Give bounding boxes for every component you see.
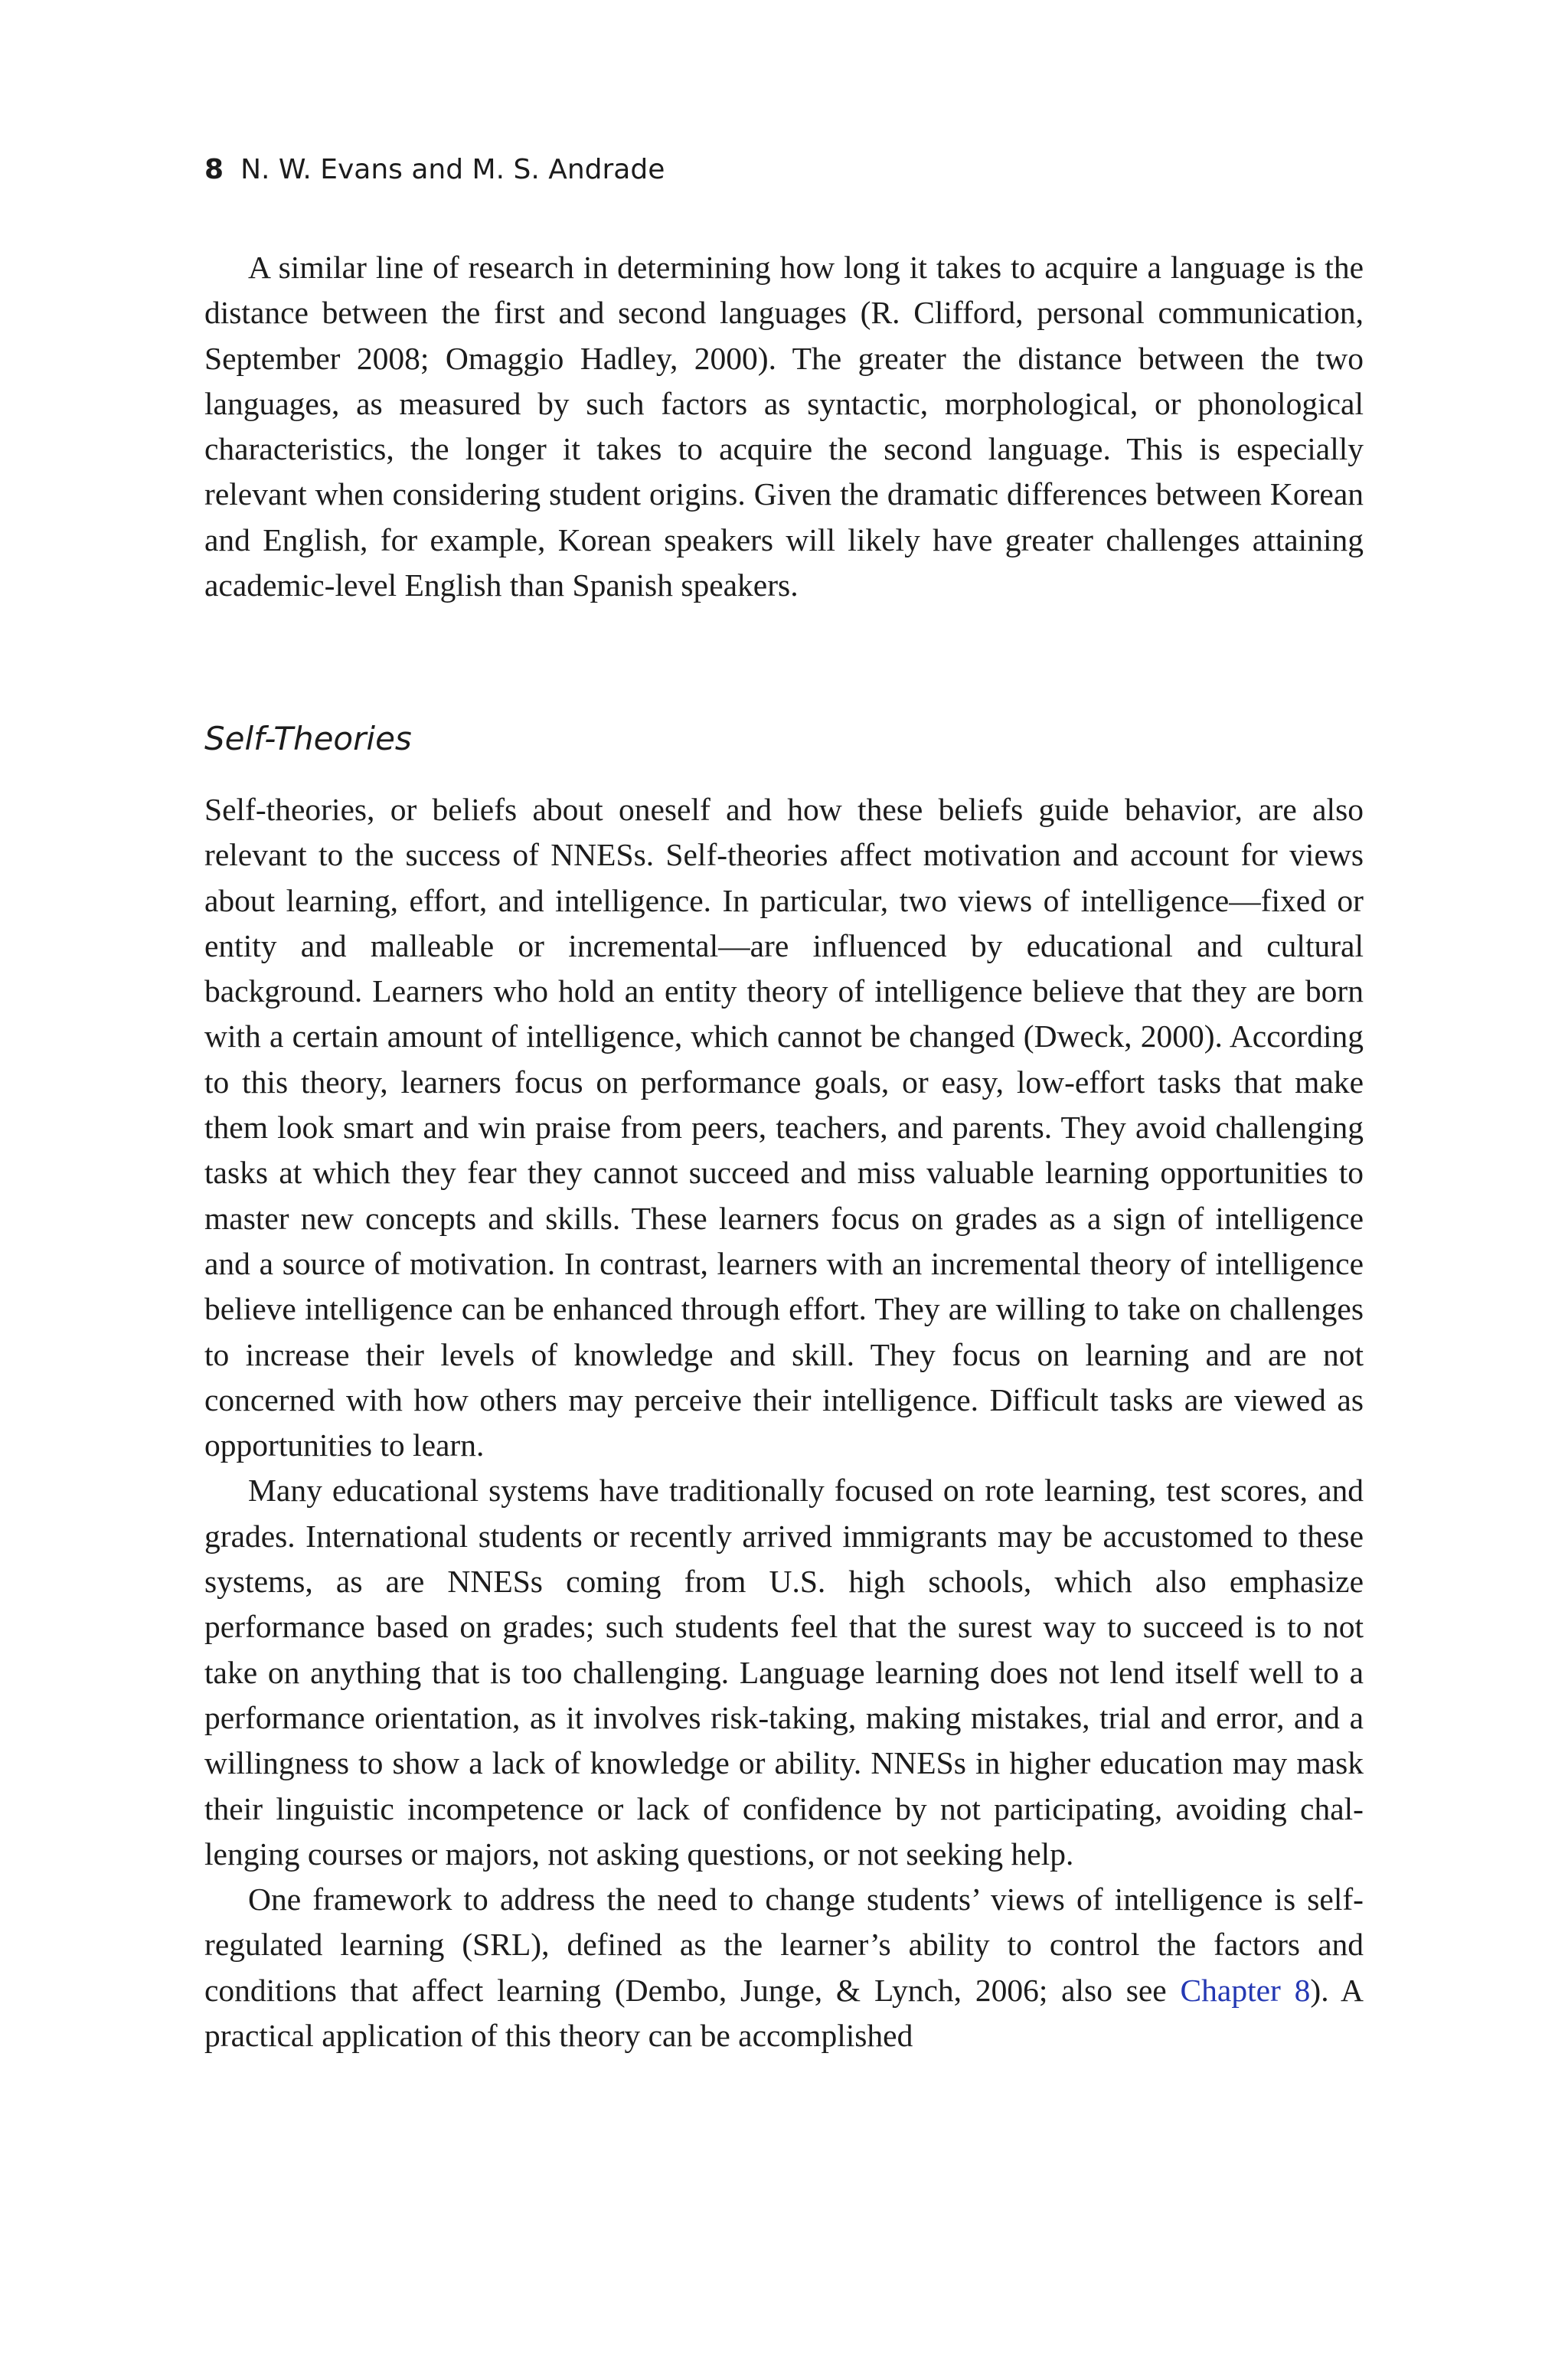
self-theories-paragraph-3: [204, 1877, 1364, 2058]
running-head-authors: N. W. Evans and M. S. Andrade: [240, 154, 665, 185]
section-heading-self-theories: Self-Theories: [204, 720, 412, 757]
self-theories-text-block: [204, 787, 1364, 2058]
paragraph-3-text-start: One framework to address the need to change students’ views of intelligence is self-regulated learning (SRL), defined as the learner’s ability to control the factors and conditions that affect learning (Dembo, Junge, & Lynch, 2006; also see: [204, 1882, 1364, 2008]
running-head: [204, 152, 665, 188]
chapter-8-link[interactable]: Chapter 8: [1180, 1972, 1311, 2008]
intro-paragraph: A similar line of research in determining how long it takes to acquire a language is the distance between the first and second languages (R. Clifford, personal communication, September 2008; Omaggio Hadley, 2000). The greater the distance between the two languages, as measured by such factors as syntactic, morphological, or phonological characteristics, the longer it takes to acquire the second language. This is especially relevant when considering student origins. Given the dramatic differences between Korean and English, for example, Korean speakers will likely have greater challenges attaining academic-level English than Spanish speakers.: [204, 250, 1364, 603]
self-theories-paragraph-2: Many educational systems have traditionally focused on rote learning, test scores, and grades. International students or recently arrived immigrants may be accustomed to these systems, as are NNESs coming from U.S. high schools, which also emphasize performance based on grades; such students feel that the surest way to succeed is to not take on anything that is too challenging. Language learning does not lend itself well to a performance orientation, as it involves risk-taking, making mistakes, trial and error, and a willingness to show a lack of knowledge or ability. NNESs in higher education may mask their linguistic incompetence or lack of confidence by not participating, avoiding challenging courses or majors, not asking questions, or not seeking help.: [204, 1473, 1364, 1872]
self-theories-paragraph-1: Self-theories, or beliefs about oneself and how these beliefs guide behavior, are also relevant to the success of NNESs. Self-theories affect motivation and account for views about learning, effort, and intelligence. In particular, two views of intelligence—fixed or entity and malleable or incremental—are influenced by educational and cultural background. Learners who hold an entity theory of intelligence believe that they are born with a certain amount of intelligence, which cannot be changed (Dweck, 2000). According to this theory, learners focus on performance goals, or easy, low-effort tasks that make them look smart and win praise from peers, teachers, and parents. They avoid challenging tasks at which they fear they cannot succeed and miss valuable learning opportunities to master new concepts and skills. These learners focus on grades as a sign of intelligence and a source of motivation. In contrast, learners with an incremental theory of intelligence believe intelligence can be enhanced through effort. They are willing to take on challenges to increase their levels of knowledge and skill. They focus on learning and are not concerned with how others may perceive their intelligence. Difficult tasks are viewed as opportunities to learn.: [204, 792, 1364, 1463]
intro-text-block: [204, 245, 1364, 608]
paragraph-3-text-end: ). A practical application of this theory can be accomplished: [204, 1972, 1364, 2054]
page-number: 8: [204, 154, 224, 185]
